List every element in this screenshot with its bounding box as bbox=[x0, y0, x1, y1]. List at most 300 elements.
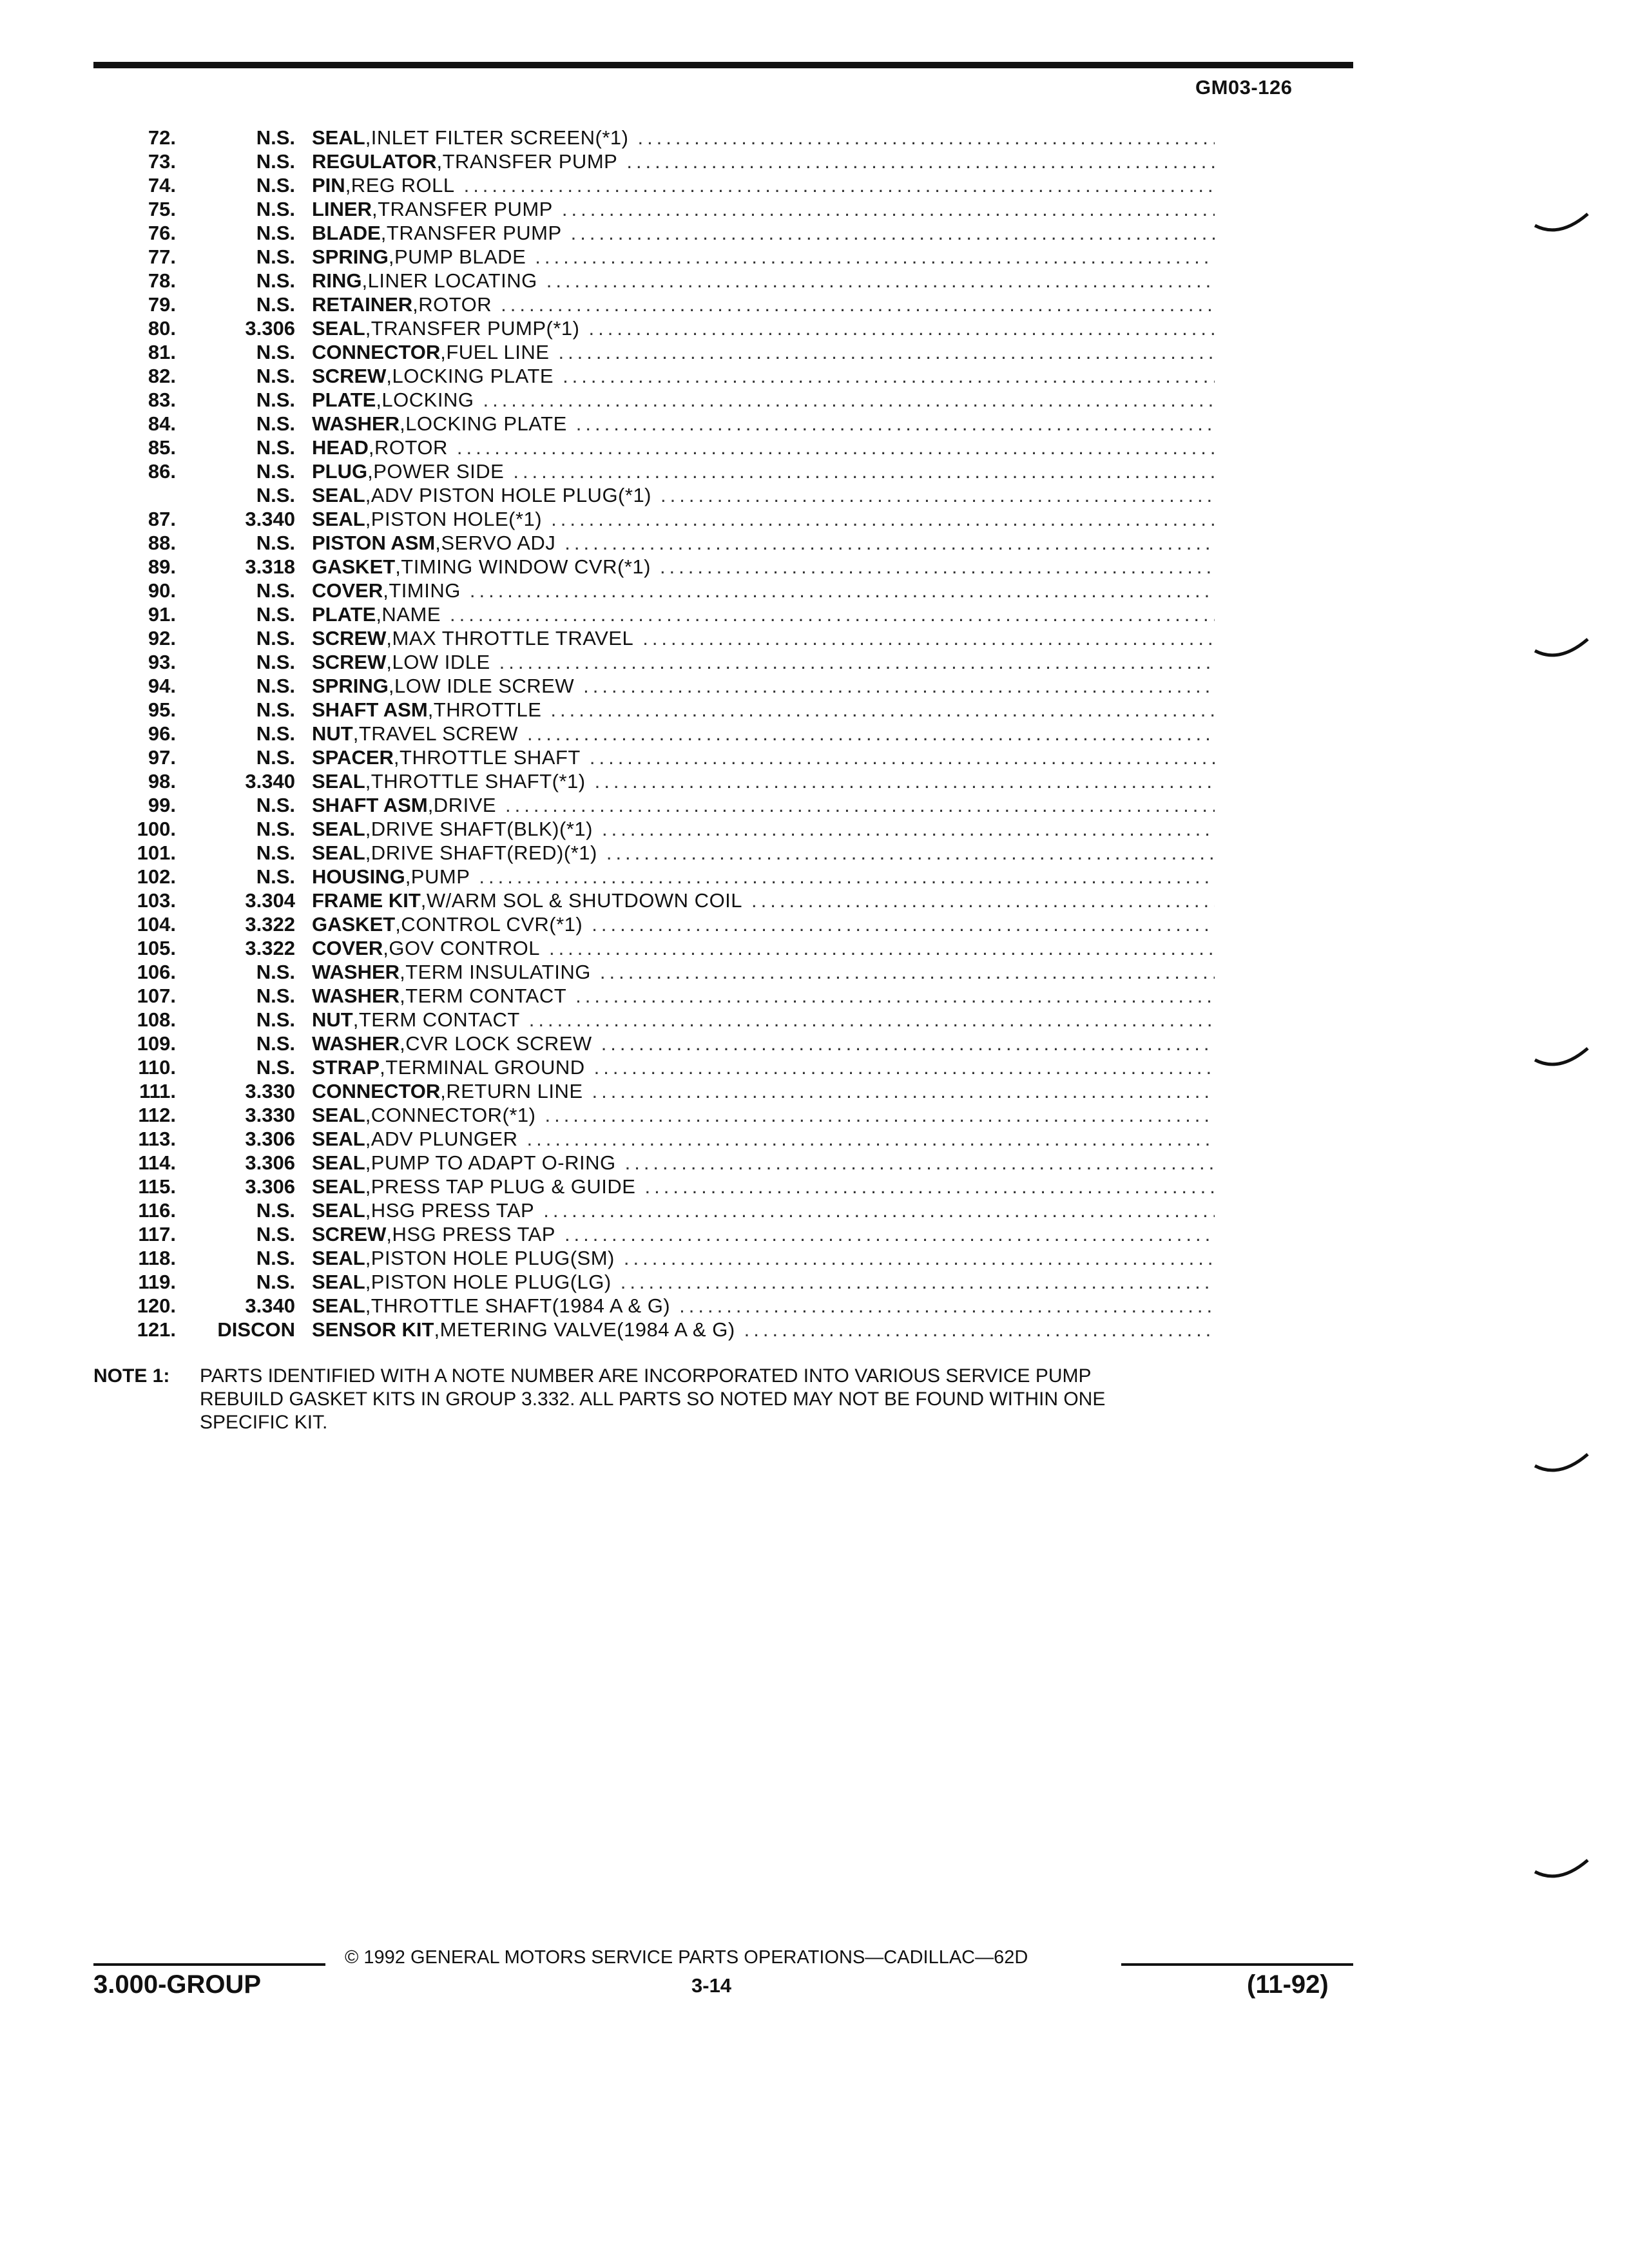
dot-leader bbox=[513, 459, 1215, 483]
part-name: SEAL bbox=[312, 484, 365, 506]
part-name: PIN bbox=[312, 174, 345, 197]
part-row bbox=[93, 817, 1215, 841]
part-name: SHAFT ASM bbox=[312, 794, 428, 816]
item-number: 81. bbox=[148, 341, 176, 363]
part-description bbox=[295, 817, 1215, 841]
item-number: 121. bbox=[137, 1318, 176, 1341]
part-name: HEAD bbox=[312, 436, 369, 459]
part-detail: ,FUEL LINE bbox=[440, 341, 550, 363]
part-name: PISTON ASM bbox=[312, 532, 436, 554]
part-row bbox=[93, 1270, 1215, 1294]
dot-leader bbox=[744, 1318, 1215, 1341]
part-row bbox=[93, 1318, 1215, 1341]
group-number: 3.322 bbox=[245, 937, 295, 959]
part-name: PLATE bbox=[312, 603, 376, 626]
part-name: SEAL bbox=[312, 841, 365, 864]
group-number: N.S. bbox=[256, 365, 295, 387]
group-number: N.S. bbox=[256, 269, 295, 292]
part-description bbox=[295, 602, 1215, 626]
item-number: 100. bbox=[137, 818, 176, 840]
part-detail: ,TERM CONTACT bbox=[352, 1008, 520, 1031]
item-number: 91. bbox=[148, 603, 176, 626]
item-number: 75. bbox=[148, 198, 176, 220]
part-detail: ,HSG PRESS TAP bbox=[386, 1223, 555, 1245]
group-number: 3.330 bbox=[245, 1080, 295, 1102]
part-name: COVER bbox=[312, 937, 383, 959]
part-name: CONNECTOR bbox=[312, 1080, 441, 1102]
part-description bbox=[295, 841, 1215, 865]
item-number: 102. bbox=[137, 865, 176, 888]
item-number: 118. bbox=[138, 1247, 176, 1269]
item-number: 73. bbox=[148, 150, 176, 173]
part-name: SEAL bbox=[312, 1247, 365, 1269]
group-number: N.S. bbox=[256, 293, 295, 316]
part-row bbox=[93, 269, 1215, 293]
part-description bbox=[295, 674, 1215, 698]
item-number: 117. bbox=[138, 1223, 176, 1245]
dot-leader bbox=[545, 1103, 1215, 1127]
part-description bbox=[295, 1127, 1215, 1151]
part-detail: ,PUMP bbox=[405, 865, 470, 888]
group-number: N.S. bbox=[256, 532, 295, 554]
item-number: 72. bbox=[148, 126, 176, 149]
part-description bbox=[295, 1175, 1215, 1198]
part-description bbox=[295, 197, 1215, 221]
item-number: 97. bbox=[148, 746, 176, 769]
part-detail: ,HSG PRESS TAP bbox=[365, 1199, 535, 1222]
part-description bbox=[295, 769, 1215, 793]
dot-leader bbox=[621, 1270, 1215, 1294]
dot-leader bbox=[558, 340, 1215, 364]
item-number: 114. bbox=[138, 1151, 176, 1174]
part-detail: ,W/ARM SOL & SHUTDOWN COIL bbox=[420, 889, 743, 912]
note-body bbox=[200, 1365, 1356, 1434]
part-detail: ,DRIVE bbox=[427, 794, 497, 816]
part-description bbox=[295, 698, 1215, 722]
part-row bbox=[93, 555, 1215, 579]
doc-code: GM03-126 bbox=[1195, 76, 1293, 99]
part-description bbox=[295, 1246, 1215, 1270]
part-name: STRAP bbox=[312, 1056, 380, 1079]
part-name: SHAFT ASM bbox=[312, 698, 428, 721]
dot-leader bbox=[606, 841, 1215, 865]
part-detail: ,CONNECTOR(*1) bbox=[365, 1104, 536, 1126]
part-row bbox=[93, 1198, 1215, 1222]
dot-leader bbox=[625, 1151, 1215, 1175]
dot-leader bbox=[642, 626, 1215, 650]
part-name: SCREW bbox=[312, 1223, 387, 1245]
group-number: N.S. bbox=[256, 389, 295, 411]
part-detail: ,THROTTLE SHAFT(1984 A & G) bbox=[365, 1294, 671, 1317]
part-description bbox=[295, 1055, 1215, 1079]
part-detail: ,THROTTLE SHAFT bbox=[393, 746, 581, 769]
group-number: N.S. bbox=[256, 627, 295, 649]
part-name: SEAL bbox=[312, 1104, 365, 1126]
dot-leader bbox=[546, 269, 1215, 293]
part-row bbox=[93, 388, 1215, 412]
part-row bbox=[93, 936, 1215, 960]
dot-leader bbox=[576, 412, 1215, 436]
group-number: 3.304 bbox=[245, 889, 295, 912]
part-description bbox=[295, 579, 1215, 602]
group-number: N.S. bbox=[256, 579, 295, 602]
part-description bbox=[295, 293, 1215, 316]
part-row bbox=[93, 1151, 1215, 1175]
group-number: N.S. bbox=[256, 245, 295, 268]
part-detail: ,PUMP TO ADAPT O-RING bbox=[365, 1151, 616, 1174]
part-name: SCREW bbox=[312, 651, 387, 673]
item-number: 94. bbox=[148, 675, 176, 697]
group-number: N.S. bbox=[256, 484, 295, 506]
footer-rule-left bbox=[93, 1963, 325, 1966]
dot-leader bbox=[601, 1032, 1215, 1055]
part-row bbox=[93, 912, 1215, 936]
part-detail: ,NAME bbox=[376, 603, 441, 626]
part-name: SCREW bbox=[312, 365, 387, 387]
part-name: SEAL bbox=[312, 1175, 365, 1198]
part-row bbox=[93, 602, 1215, 626]
item-number: 98. bbox=[148, 770, 176, 793]
binder-hole-mark bbox=[1534, 1859, 1589, 1885]
part-row bbox=[93, 126, 1215, 149]
part-name: COVER bbox=[312, 579, 383, 602]
item-number: 104. bbox=[137, 913, 176, 936]
dot-leader bbox=[595, 769, 1215, 793]
part-row bbox=[93, 293, 1215, 316]
part-detail: ,PISTON HOLE PLUG(SM) bbox=[365, 1247, 615, 1269]
dot-leader bbox=[450, 602, 1215, 626]
part-row bbox=[93, 364, 1215, 388]
part-name: SEAL bbox=[312, 126, 365, 149]
binder-hole-mark bbox=[1534, 1047, 1589, 1073]
item-number: 88. bbox=[148, 532, 176, 554]
part-detail: ,LOW IDLE SCREW bbox=[388, 675, 575, 697]
item-number: 112. bbox=[138, 1104, 176, 1126]
part-name: HOUSING bbox=[312, 865, 405, 888]
part-description bbox=[295, 793, 1215, 817]
item-number: 103. bbox=[137, 889, 176, 912]
item-number: 96. bbox=[148, 722, 176, 745]
part-detail: ,LOCKING PLATE bbox=[400, 412, 567, 435]
part-name: REGULATOR bbox=[312, 150, 437, 173]
part-description bbox=[295, 889, 1215, 912]
item-number: 76. bbox=[148, 222, 176, 244]
part-name: LINER bbox=[312, 198, 372, 220]
part-row bbox=[93, 1008, 1215, 1032]
part-description bbox=[295, 459, 1215, 483]
binder-hole-mark bbox=[1534, 213, 1589, 238]
dot-leader bbox=[550, 698, 1215, 722]
item-number: 80. bbox=[148, 317, 176, 340]
part-name: WASHER bbox=[312, 961, 400, 983]
part-row bbox=[93, 1246, 1215, 1270]
part-description bbox=[295, 1294, 1215, 1318]
part-description bbox=[295, 1032, 1215, 1055]
part-row bbox=[93, 1103, 1215, 1127]
item-number: 89. bbox=[148, 555, 176, 578]
item-number: 101. bbox=[137, 841, 176, 864]
group-number: N.S. bbox=[256, 126, 295, 149]
item-number: 119. bbox=[138, 1271, 176, 1293]
note-line: PARTS IDENTIFIED WITH A NOTE NUMBER ARE INCORPORATED INTO VARIOUS SERVICE PUMP bbox=[200, 1365, 1092, 1387]
group-number: N.S. bbox=[256, 985, 295, 1007]
group-number: N.S. bbox=[256, 675, 295, 697]
dot-leader bbox=[457, 436, 1215, 459]
part-row bbox=[93, 340, 1215, 364]
part-row bbox=[93, 245, 1215, 269]
part-detail: ,THROTTLE SHAFT(*1) bbox=[365, 770, 586, 793]
item-number: 83. bbox=[148, 389, 176, 411]
part-detail: ,DRIVE SHAFT(BLK)(*1) bbox=[365, 818, 593, 840]
group-number: 3.318 bbox=[245, 555, 295, 578]
part-description bbox=[295, 912, 1215, 936]
group-number: N.S. bbox=[256, 198, 295, 220]
group-number: N.S. bbox=[256, 222, 295, 244]
group-number: N.S. bbox=[256, 841, 295, 864]
part-name: SEAL bbox=[312, 1199, 365, 1222]
item-number: 86. bbox=[148, 460, 176, 483]
dot-leader bbox=[600, 960, 1215, 984]
date-code: (11-92) bbox=[1247, 1970, 1329, 1999]
item-number: 95. bbox=[148, 698, 176, 721]
part-row bbox=[93, 722, 1215, 745]
part-row bbox=[93, 531, 1215, 555]
item-number: 93. bbox=[148, 651, 176, 673]
part-name: SCREW bbox=[312, 627, 387, 649]
note-line: REBUILD GASKET KITS IN GROUP 3.332. ALL PARTS SO NOTED MAY NOT BE FOUND WITHIN ONE bbox=[200, 1389, 1106, 1410]
part-detail: ,TIMING bbox=[383, 579, 461, 602]
part-name: NUT bbox=[312, 1008, 353, 1031]
note-label: NOTE 1: bbox=[93, 1365, 170, 1387]
item-number: 99. bbox=[148, 794, 176, 816]
part-detail: ,TRANSFER PUMP bbox=[372, 198, 553, 220]
group-number: N.S. bbox=[256, 698, 295, 721]
dot-leader bbox=[602, 817, 1215, 841]
part-detail: ,LOCKING PLATE bbox=[386, 365, 554, 387]
part-detail: ,PISTON HOLE(*1) bbox=[365, 508, 543, 530]
group-number: N.S. bbox=[256, 818, 295, 840]
part-description bbox=[295, 507, 1215, 531]
part-description bbox=[295, 1151, 1215, 1175]
part-row bbox=[93, 1222, 1215, 1246]
part-detail: ,REG ROLL bbox=[345, 174, 455, 197]
dot-leader bbox=[592, 912, 1215, 936]
dot-leader bbox=[564, 531, 1215, 555]
part-name: WASHER bbox=[312, 412, 400, 435]
part-name: SEAL bbox=[312, 1128, 365, 1150]
item-number: 77. bbox=[148, 245, 176, 268]
part-name: SENSOR KIT bbox=[312, 1318, 434, 1341]
part-row bbox=[93, 507, 1215, 531]
part-name: SEAL bbox=[312, 317, 365, 340]
part-description bbox=[295, 126, 1215, 149]
part-description bbox=[295, 555, 1215, 579]
dot-leader bbox=[571, 221, 1215, 245]
part-row bbox=[93, 173, 1215, 197]
part-description bbox=[295, 364, 1215, 388]
dot-leader bbox=[589, 316, 1215, 340]
part-name: GASKET bbox=[312, 913, 396, 936]
part-row bbox=[93, 889, 1215, 912]
item-number: 79. bbox=[148, 293, 176, 316]
part-row bbox=[93, 579, 1215, 602]
part-detail: ,LOCKING bbox=[376, 389, 474, 411]
part-detail: ,INLET FILTER SCREEN(*1) bbox=[365, 126, 629, 149]
item-number: 111. bbox=[139, 1080, 176, 1102]
part-row bbox=[93, 650, 1215, 674]
group-number: N.S. bbox=[256, 1032, 295, 1055]
group-number: N.S. bbox=[256, 1271, 295, 1293]
part-description bbox=[295, 245, 1215, 269]
group-number: N.S. bbox=[256, 460, 295, 483]
part-name: RETAINER bbox=[312, 293, 413, 316]
part-description bbox=[295, 483, 1215, 507]
dot-leader bbox=[637, 126, 1215, 149]
dot-leader bbox=[535, 245, 1215, 269]
part-detail: ,CVR LOCK SCREW bbox=[400, 1032, 592, 1055]
part-row bbox=[93, 483, 1215, 507]
group-number: N.S. bbox=[256, 865, 295, 888]
dot-leader bbox=[594, 1055, 1215, 1079]
dot-leader bbox=[624, 1246, 1215, 1270]
dot-leader bbox=[470, 579, 1215, 602]
part-description bbox=[295, 960, 1215, 984]
binder-hole-mark bbox=[1534, 638, 1589, 664]
group-number: N.S. bbox=[256, 651, 295, 673]
part-row bbox=[93, 1032, 1215, 1055]
part-detail: ,TERM CONTACT bbox=[400, 985, 567, 1007]
part-row bbox=[93, 149, 1215, 173]
dot-leader bbox=[499, 650, 1215, 674]
dot-leader bbox=[592, 1079, 1215, 1103]
group-number: 3.322 bbox=[245, 913, 295, 936]
item-number: 109. bbox=[137, 1032, 176, 1055]
part-detail: ,PUMP BLADE bbox=[388, 245, 526, 268]
part-description bbox=[295, 1318, 1215, 1341]
dot-leader bbox=[660, 483, 1215, 507]
part-row bbox=[93, 412, 1215, 436]
part-name: SEAL bbox=[312, 818, 365, 840]
dot-leader bbox=[660, 555, 1215, 579]
dot-leader bbox=[575, 984, 1215, 1008]
group-number: 3.306 bbox=[245, 1175, 295, 1198]
part-name: WASHER bbox=[312, 1032, 400, 1055]
group-number: 3.306 bbox=[245, 1151, 295, 1174]
item-number: 116. bbox=[138, 1199, 176, 1222]
part-detail: ,PRESS TAP PLUG & GUIDE bbox=[365, 1175, 636, 1198]
item-number: 107. bbox=[137, 985, 176, 1007]
part-detail: ,ADV PISTON HOLE PLUG(*1) bbox=[365, 484, 652, 506]
item-number: 82. bbox=[148, 365, 176, 387]
dot-leader bbox=[626, 149, 1215, 173]
binder-hole-mark bbox=[1534, 1453, 1589, 1479]
item-number: 87. bbox=[148, 508, 176, 530]
part-description bbox=[295, 1079, 1215, 1103]
copyright-notice: © 1992 GENERAL MOTORS SERVICE PARTS OPERATIONS—CADILLAC—62D bbox=[345, 1947, 1028, 1968]
dot-leader bbox=[551, 507, 1215, 531]
part-detail: ,LOW IDLE bbox=[386, 651, 490, 673]
group-number: 3.306 bbox=[245, 317, 295, 340]
part-description bbox=[295, 626, 1215, 650]
item-number: 90. bbox=[148, 579, 176, 602]
part-description bbox=[295, 269, 1215, 293]
part-name: SPRING bbox=[312, 675, 389, 697]
part-name: SPRING bbox=[312, 245, 389, 268]
note bbox=[93, 1365, 1356, 1434]
part-detail: ,THROTTLE bbox=[427, 698, 542, 721]
group-number: 3.306 bbox=[245, 1128, 295, 1150]
dot-leader bbox=[543, 1198, 1215, 1222]
part-description bbox=[295, 722, 1215, 745]
part-name: SEAL bbox=[312, 1271, 365, 1293]
part-description bbox=[295, 149, 1215, 173]
dot-leader bbox=[464, 173, 1215, 197]
dot-leader bbox=[527, 722, 1215, 745]
dot-leader bbox=[563, 364, 1215, 388]
part-description bbox=[295, 1222, 1215, 1246]
part-description bbox=[295, 936, 1215, 960]
group-number: 3.340 bbox=[245, 508, 295, 530]
part-name: SEAL bbox=[312, 1294, 365, 1317]
part-name: PLUG bbox=[312, 460, 368, 483]
group-number: N.S. bbox=[256, 436, 295, 459]
group-number: N.S. bbox=[256, 341, 295, 363]
dot-leader bbox=[483, 388, 1215, 412]
part-description bbox=[295, 436, 1215, 459]
footer-group-label: 3.000-GROUP bbox=[93, 1970, 262, 1999]
part-description bbox=[295, 316, 1215, 340]
part-detail: ,MAX THROTTLE TRAVEL bbox=[386, 627, 634, 649]
part-description bbox=[295, 388, 1215, 412]
part-name: NUT bbox=[312, 722, 353, 745]
group-number: 3.330 bbox=[245, 1104, 295, 1126]
group-number: N.S. bbox=[256, 794, 295, 816]
group-number: N.S. bbox=[256, 1056, 295, 1079]
dot-leader bbox=[529, 1008, 1215, 1032]
part-detail: ,METERING VALVE(1984 A & G) bbox=[434, 1318, 735, 1341]
part-description bbox=[295, 1198, 1215, 1222]
group-number: N.S. bbox=[256, 1199, 295, 1222]
part-detail: ,TRANSFER PUMP bbox=[436, 150, 618, 173]
part-row bbox=[93, 197, 1215, 221]
part-description bbox=[295, 1270, 1215, 1294]
page-number: 3-14 bbox=[691, 1974, 732, 1997]
item-number: 115. bbox=[138, 1175, 176, 1198]
group-number: N.S. bbox=[256, 1247, 295, 1269]
part-row bbox=[93, 698, 1215, 722]
top-rule bbox=[93, 62, 1353, 68]
part-description bbox=[295, 865, 1215, 889]
dot-leader bbox=[679, 1294, 1215, 1318]
group-number: N.S. bbox=[256, 1008, 295, 1031]
item-number: 84. bbox=[148, 412, 176, 435]
part-detail: ,ROTOR bbox=[412, 293, 492, 316]
group-number: DISCON bbox=[217, 1318, 295, 1341]
dot-leader bbox=[562, 197, 1215, 221]
part-row bbox=[93, 436, 1215, 459]
part-row bbox=[93, 459, 1215, 483]
group-number: N.S. bbox=[256, 150, 295, 173]
group-number: 3.340 bbox=[245, 770, 295, 793]
part-name: PLATE bbox=[312, 389, 376, 411]
part-row bbox=[93, 745, 1215, 769]
part-row bbox=[93, 1055, 1215, 1079]
part-row bbox=[93, 1294, 1215, 1318]
part-detail: ,TRAVEL SCREW bbox=[352, 722, 518, 745]
dot-leader bbox=[549, 936, 1215, 960]
part-detail: ,ADV PLUNGER bbox=[365, 1128, 518, 1150]
part-name: BLADE bbox=[312, 222, 381, 244]
